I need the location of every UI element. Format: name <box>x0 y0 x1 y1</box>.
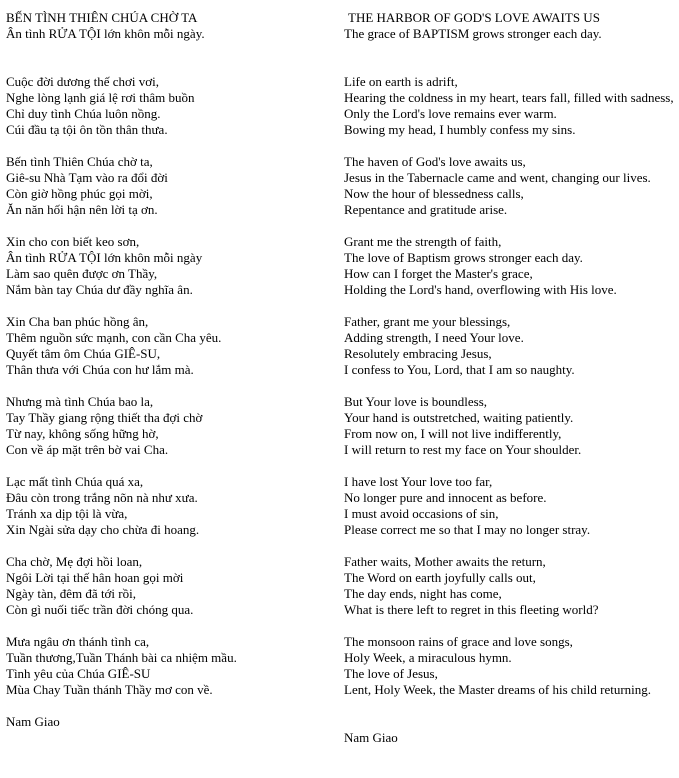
verse-line: Mưa ngâu ơn thánh tình ca, <box>6 634 150 649</box>
stanza <box>6 634 326 698</box>
verse-line: Nhưng mà tình Chúa bao la, <box>6 394 154 409</box>
poem-title: BẾN TÌNH THIÊN CHÚA CHỜ TA <box>6 10 198 25</box>
verse-line: Cuộc đời dương thế chơi vơi, <box>6 74 159 89</box>
verse-line: No longer pure and innocent as before. <box>344 490 547 505</box>
stanza <box>344 474 677 538</box>
verse-line: Ân tình RỬA TỘI lớn khôn mỗi ngày <box>6 250 203 265</box>
stanza <box>344 314 677 378</box>
verse-line: Holding the Lord's hand, overflowing with His love. <box>344 282 617 297</box>
verse-line: The love of Baptism grows stronger each day. <box>344 250 583 265</box>
verse-line: Xin cho con biết keo sơn, <box>6 234 140 249</box>
verse-line: Only the Lord's love remains ever warm. <box>344 106 557 121</box>
verse-line: Mùa Chay Tuần thánh Thầy mơ con về. <box>6 682 213 697</box>
verse-line: I have lost Your love too far, <box>344 474 493 489</box>
stanza <box>344 234 677 298</box>
verse-line: Hearing the coldness in my heart, tears fall, filled with sadness, <box>344 90 674 105</box>
verse-line: Lent, Holy Week, the Master dreams of his child returning. <box>344 682 652 697</box>
verse-line: Father waits, Mother awaits the return, <box>344 554 546 569</box>
verse-line: Xin Cha ban phúc hồng ân, <box>6 314 149 329</box>
stanza <box>6 474 326 538</box>
stanza <box>344 154 677 218</box>
verse-line: Tuần thương,Tuần Thánh bài ca nhiệm mầu. <box>6 650 237 665</box>
stanza <box>6 234 326 298</box>
verse-line: But Your love is boundless, <box>344 394 488 409</box>
poem-title: THE HARBOR OF GOD'S LOVE AWAITS US <box>348 10 600 25</box>
verse-line: Nghe lòng lạnh giá lệ rơi thâm buồn <box>6 90 195 105</box>
stanza <box>344 394 677 458</box>
verse-line: Jesus in the Tabernacle came and went, changing our lives. <box>344 170 651 185</box>
verse-line: Cha chờ, Mẹ đợi hồi loan, <box>6 554 143 569</box>
verse-line: The monsoon rains of grace and love songs, <box>344 634 573 649</box>
verse-line: Tình yêu của Chúa GIÊ-SU <box>6 666 151 681</box>
verse-line: Resolutely embracing Jesus, <box>344 346 492 361</box>
verse-line: Your hand is outstretched, waiting patiently. <box>344 410 574 425</box>
verse-line: Holy Week, a miraculous hymn. <box>344 650 512 665</box>
verse-line: Con về áp mặt trên bờ vai Cha. <box>6 442 169 457</box>
stanza <box>344 554 677 618</box>
verse-line: Father, grant me your blessings, <box>344 314 511 329</box>
verse-line: Chỉ duy tình Chúa luôn nồng. <box>6 106 161 121</box>
verse-line: Nắm bàn tay Chúa dư đầy nghĩa ân. <box>6 282 193 297</box>
verse-line: The Word on earth joyfully calls out, <box>344 570 536 585</box>
verse-line: Còn gì nuối tiếc trần đời chóng qua. <box>6 602 194 617</box>
poem-subtitle: Ân tình RỬA TỘI lớn khôn mỗi ngày. <box>6 26 205 41</box>
verse-line: Now the hour of blessedness calls, <box>344 186 524 201</box>
stanza-list <box>344 74 677 698</box>
stanza <box>6 314 326 378</box>
verse-line: Từ nay, không sống hững hờ, <box>6 426 159 441</box>
verse-line: Ngôi Lời tại thế hân hoan gọi mời <box>6 570 184 585</box>
verse-line: Please correct me so that I may no longer stray. <box>344 522 591 537</box>
verse-line: Repentance and gratitude arise. <box>344 202 508 217</box>
stanza <box>344 634 677 698</box>
verse-line: Cúi đầu tạ tội ôn tồn thân thưa. <box>6 122 168 137</box>
verse-line: Life on earth is adrift, <box>344 74 458 89</box>
verse-line: Ngày tàn, đêm đã tới rồi, <box>6 586 136 601</box>
verse-line: Thân thưa với Chúa con hư lắm mà. <box>6 362 194 377</box>
verse-line: Grant me the strength of faith, <box>344 234 502 249</box>
verse-line: Tránh xa dịp tội là vừa, <box>6 506 128 521</box>
verse-line: Lạc mất tình Chúa quá xa, <box>6 474 144 489</box>
verse-line: Đâu còn trong trắng nõn nà như xưa. <box>6 490 198 505</box>
stanza <box>344 74 677 138</box>
verse-line: From now on, I will not live indifferently, <box>344 426 562 441</box>
verse-line: Adding strength, I need Your love. <box>344 330 524 345</box>
stanza <box>6 154 326 218</box>
verse-line: Xin Ngài sửa dạy cho chừa đi hoang. <box>6 522 200 537</box>
verse-line: Giê-su Nhà Tạm vào ra đổi đời <box>6 170 168 185</box>
stanza-list <box>6 74 326 698</box>
verse-line: I confess to You, Lord, that I am so naughty. <box>344 362 575 377</box>
author-signature: Nam Giao <box>344 730 398 745</box>
verse-line: I will return to rest my face on Your shoulder. <box>344 442 582 457</box>
verse-line: What is there left to regret in this fleeting world? <box>344 602 599 617</box>
author-signature: Nam Giao <box>6 714 60 729</box>
verse-line: Làm sao quên được ơn Thầy, <box>6 266 158 281</box>
verse-line: The day ends, night has come, <box>344 586 502 601</box>
verse-line: How can I forget the Master's grace, <box>344 266 533 281</box>
verse-line: Quyết tâm ôm Chúa GIÊ-SU, <box>6 346 161 361</box>
verse-line: Tay Thầy giang rộng thiết tha đợi chờ <box>6 410 203 425</box>
verse-line: Ăn năn hối hận nên lời tạ ơn. <box>6 202 158 217</box>
english-poem-column <box>344 10 677 746</box>
poem-subtitle: The grace of BAPTISM grows stronger each day. <box>344 26 602 41</box>
stanza <box>6 74 326 138</box>
verse-line: Bowing my head, I humbly confess my sins. <box>344 122 576 137</box>
verse-line: The love of Jesus, <box>344 666 438 681</box>
stanza <box>6 554 326 618</box>
stanza <box>6 394 326 458</box>
verse-line: The haven of God's love awaits us, <box>344 154 526 169</box>
verse-line: Thêm nguồn sức mạnh, con cần Cha yêu. <box>6 330 222 345</box>
vietnamese-poem-column <box>6 10 326 730</box>
verse-line: I must avoid occasions of sin, <box>344 506 499 521</box>
verse-line: Bến tình Thiên Chúa chờ ta, <box>6 154 153 169</box>
verse-line: Còn giờ hồng phúc gọi mời, <box>6 186 153 201</box>
